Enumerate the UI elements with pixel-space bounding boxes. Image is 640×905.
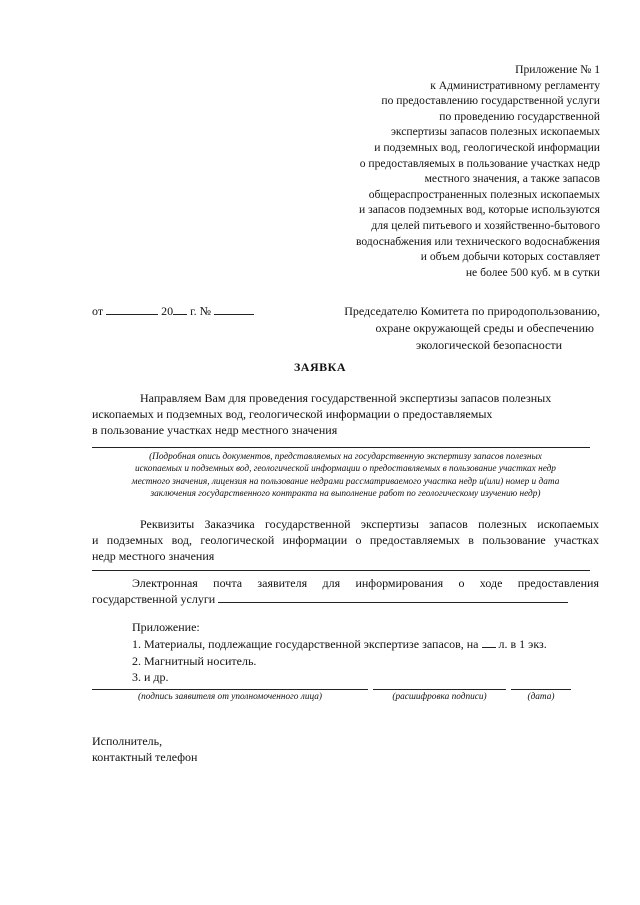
documents-fill-line[interactable] xyxy=(92,447,590,448)
request-paragraph xyxy=(92,390,599,438)
date-blank[interactable] xyxy=(106,303,158,315)
appendix-line: общераспространенных полезных ископаемых xyxy=(368,187,600,201)
attachment-item-text: 1. Материалы, подлежащие государственной экспертизе запасов, на xyxy=(132,636,479,651)
document-title: ЗАЯВКА xyxy=(293,360,347,374)
request-line: ископаемых и подземных вод, геологической информации о предоставляемых xyxy=(92,407,493,421)
date-caption: (дата) xyxy=(527,692,555,702)
attachment-item: 3. и др. xyxy=(132,670,169,685)
requisites-line: недр местного значения xyxy=(92,549,215,563)
email-paragraph xyxy=(92,575,599,607)
appendix-line: по проведению государственной xyxy=(439,109,600,123)
attachments-list xyxy=(132,619,602,686)
appendix-line: и запасов подземных вод, которые используются xyxy=(359,203,600,217)
from-label: от xyxy=(92,304,104,318)
addressee-line: экологической безопасности xyxy=(415,338,562,352)
requisites-line: Реквизиты Заказчика государственной экспертизы запасов полезных ископаемых xyxy=(140,517,599,531)
email-line-2 xyxy=(92,591,599,607)
requisites-line: и подземных вод, геологической информации о предоставляемых в пользование участках xyxy=(92,533,599,547)
attachment-item: 2. Магнитный носитель. xyxy=(132,653,257,668)
year-label: 20 xyxy=(161,304,174,318)
hint-line: ископаемых и подземных вод, геологической информации о предоставляемых в пользование участках недр xyxy=(135,464,556,475)
requisites-fill-line[interactable] xyxy=(92,570,590,571)
documents-hint xyxy=(92,451,599,500)
date-line[interactable] xyxy=(511,689,571,690)
date-number-line xyxy=(92,303,254,319)
attachments-heading: Приложение: xyxy=(132,620,200,634)
hint-line: заключения государственного контракта на выполнение работ по геологическому изучению недр) xyxy=(150,488,541,499)
appendix-line: о предоставляемых в пользование участках недр xyxy=(359,156,600,170)
signature-line[interactable] xyxy=(92,689,368,690)
appendix-line: к Административному регламенту xyxy=(430,78,600,92)
pages-blank[interactable] xyxy=(482,636,496,648)
request-line: в пользование участках недр местного значения xyxy=(92,423,338,437)
number-blank[interactable] xyxy=(214,303,254,315)
addressee-block xyxy=(300,303,600,354)
customer-requisites xyxy=(92,516,599,564)
executor-label: Исполнитель, xyxy=(92,734,163,748)
email-label: государственной услуги xyxy=(92,592,216,606)
appendix-header xyxy=(300,62,600,280)
attachment-item xyxy=(132,636,602,653)
contact-phone-label: контактный телефон xyxy=(92,750,198,764)
appendix-line: для целей питьевого и хозяйственно-бытового xyxy=(371,218,600,232)
appendix-line: и подземных вод, геологической информации xyxy=(374,140,600,154)
appendix-line: экспертизы запасов полезных ископаемых xyxy=(390,125,600,139)
appendix-line: Приложение № 1 xyxy=(515,63,600,76)
hint-line: местного значения, лицензия на пользование недрами рассматриваемого участка недр и(или) номер и дата xyxy=(131,476,560,487)
appendix-line: местного значения, а также запасов xyxy=(424,172,600,186)
decryption-line[interactable] xyxy=(373,689,506,690)
appendix-line: и объем добычи которых составляет xyxy=(420,250,600,264)
request-line: Направляем Вам для проведения государственной экспертизы запасов полезных xyxy=(140,391,552,405)
executor-block xyxy=(92,733,197,765)
signature-caption: (подпись заявителя от уполномоченного лица) xyxy=(138,692,322,702)
addressee-line: охране окружающей среды и обеспечению xyxy=(375,321,594,335)
hint-line: (Подробная опись документов, представляемых на государственную экспертизу запасов полезных xyxy=(149,452,542,462)
email-line: Электронная почта заявителя для информирования о ходе предоставления xyxy=(132,576,599,590)
number-label: г. № xyxy=(190,304,212,318)
decryption-caption: (расшифровка подписи) xyxy=(392,692,487,702)
appendix-line: водоснабжения или технического водоснабжения xyxy=(355,234,600,248)
addressee-line: Председателю Комитета по природопользованию, xyxy=(344,304,600,318)
year-blank[interactable] xyxy=(173,303,187,315)
attachment-item-suffix: л. в 1 экз. xyxy=(498,636,547,651)
appendix-line: по предоставлению государственной услуги xyxy=(381,94,600,108)
appendix-line: не более 500 куб. м в сутки xyxy=(465,265,600,279)
email-fill-line[interactable] xyxy=(218,591,568,603)
